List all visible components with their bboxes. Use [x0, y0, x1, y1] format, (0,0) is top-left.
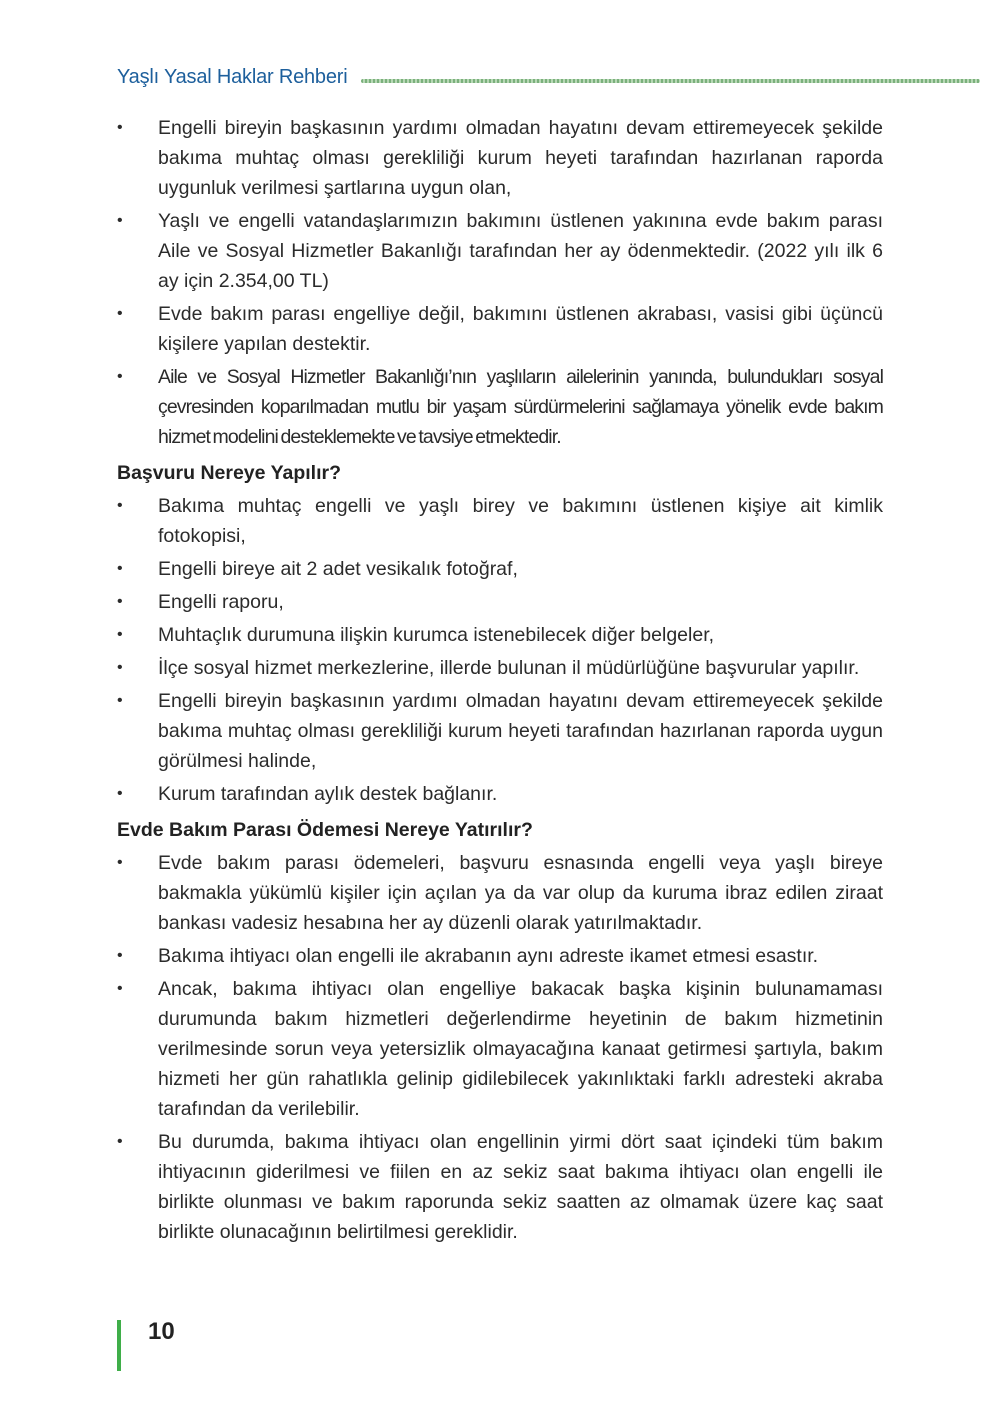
list-item: • Engelli raporu, [117, 587, 883, 617]
list-item: • Ancak, bakıma ihtiyacı olan engelliye bakacak başka kişinin bulunamaması durumunda bakım hizmetleri değerlendirme heyetinin de bakım hizmetinin verilmesinde sorun veya yetersizlik olmayacağına kanaat getirmesi şartıyla, bakım hizmeti her gün rahatlıkla gelinip gidilebilecek yakınlıktaki farklı adresteki akraba tarafından da verilebilir. [117, 974, 883, 1124]
page-number: 10 [148, 1318, 175, 1345]
section-heading-payment: Evde Bakım Parası Ödemesi Nereye Yatırılır? [117, 819, 533, 841]
section-heading-application: Başvuru Nereye Yapılır? [117, 462, 342, 484]
payment-bullet-list [117, 848, 883, 1247]
list-item: • Engelli bireyin başkasının yardımı olmadan hayatını devam ettiremeyecek şekilde bakıma muhtaç olması gerekliliği kurum heyeti tarafından hazırlanan raporda uygunluk verilmesi şartlarına uygun olan, [117, 113, 883, 203]
list-item: • Kurum tarafından aylık destek bağlanır. [117, 779, 883, 809]
footer-accent-bar [117, 1320, 121, 1371]
list-item: • Aile ve Sosyal Hizmetler Bakanlığı’nın yaşlıların ailelerinin yanında, bulundukları sosyal çevresinden koparılmadan mutlu bir yaşam sürdürmelerini sağlamaya yönelik evde bakım hizmet modelini desteklemekte ve tavsiye etmektedir. [117, 362, 883, 452]
page-header [117, 62, 980, 92]
list-item: • Engelli bireyin başkasının yardımı olmadan hayatını devam ettiremeyecek şekilde bakıma muhtaç olması gerekliliği kurum heyeti tarafından hazırlanan raporda uygun görülmesi halinde, [117, 686, 883, 776]
list-item: • Evde bakım parası engelliye değil, bakımını üstlenen akrabası, vasisi gibi üçüncü kişilere yapılan destektir. [117, 299, 883, 359]
list-item: • İlçe sosyal hizmet merkezlerine, illerde bulunan il müdürlüğüne başvurular yapılır. [117, 653, 883, 683]
list-item: • Evde bakım parası ödemeleri, başvuru esnasında engelli veya yaşlı bireye bakmakla yükümlü kişiler için açılan ya da var olup da kuruma ibraz edilen ziraat bankası vadesiz hesabına her ay düzenli olarak yatırılmaktadır. [117, 848, 883, 938]
page-content [117, 113, 883, 1250]
header-title: Yaşlı Yasal Haklar Rehberi [117, 65, 348, 88]
application-bullet-list [117, 491, 883, 809]
list-item: • Bakıma ihtiyacı olan engelli ile akrabanın aynı adreste ikamet etmesi esastır. [117, 941, 883, 971]
header-decorative-rule [361, 79, 980, 83]
list-item: • Bakıma muhtaç engelli ve yaşlı birey ve bakımını üstlenen kişiye ait kimlik fotokopisi, [117, 491, 883, 551]
intro-bullet-list [117, 113, 883, 452]
list-item: • Bu durumda, bakıma ihtiyacı olan engellinin yirmi dört saat içindeki tüm bakım ihtiyacının giderilmesi ve fiilen en az sekiz saat bakıma ihtiyacı olan engelli ile birlikte olunması ve bakım raporunda sekiz saatten az olmamak üzere kaç saat birlikte olunacağının belirtilmesi gereklidir. [117, 1127, 883, 1247]
list-item: • Engelli bireye ait 2 adet vesikalık fotoğraf, [117, 554, 883, 584]
list-item: • Yaşlı ve engelli vatandaşlarımızın bakımını üstlenen yakınına evde bakım parası Aile ve Sosyal Hizmetler Bakanlığı tarafından her ay ödenmektedir. (2022 yılı ilk 6 ay için 2.354,00 TL) [117, 206, 883, 296]
list-item: • Muhtaçlık durumuna ilişkin kurumca istenebilecek diğer belgeler, [117, 620, 883, 650]
